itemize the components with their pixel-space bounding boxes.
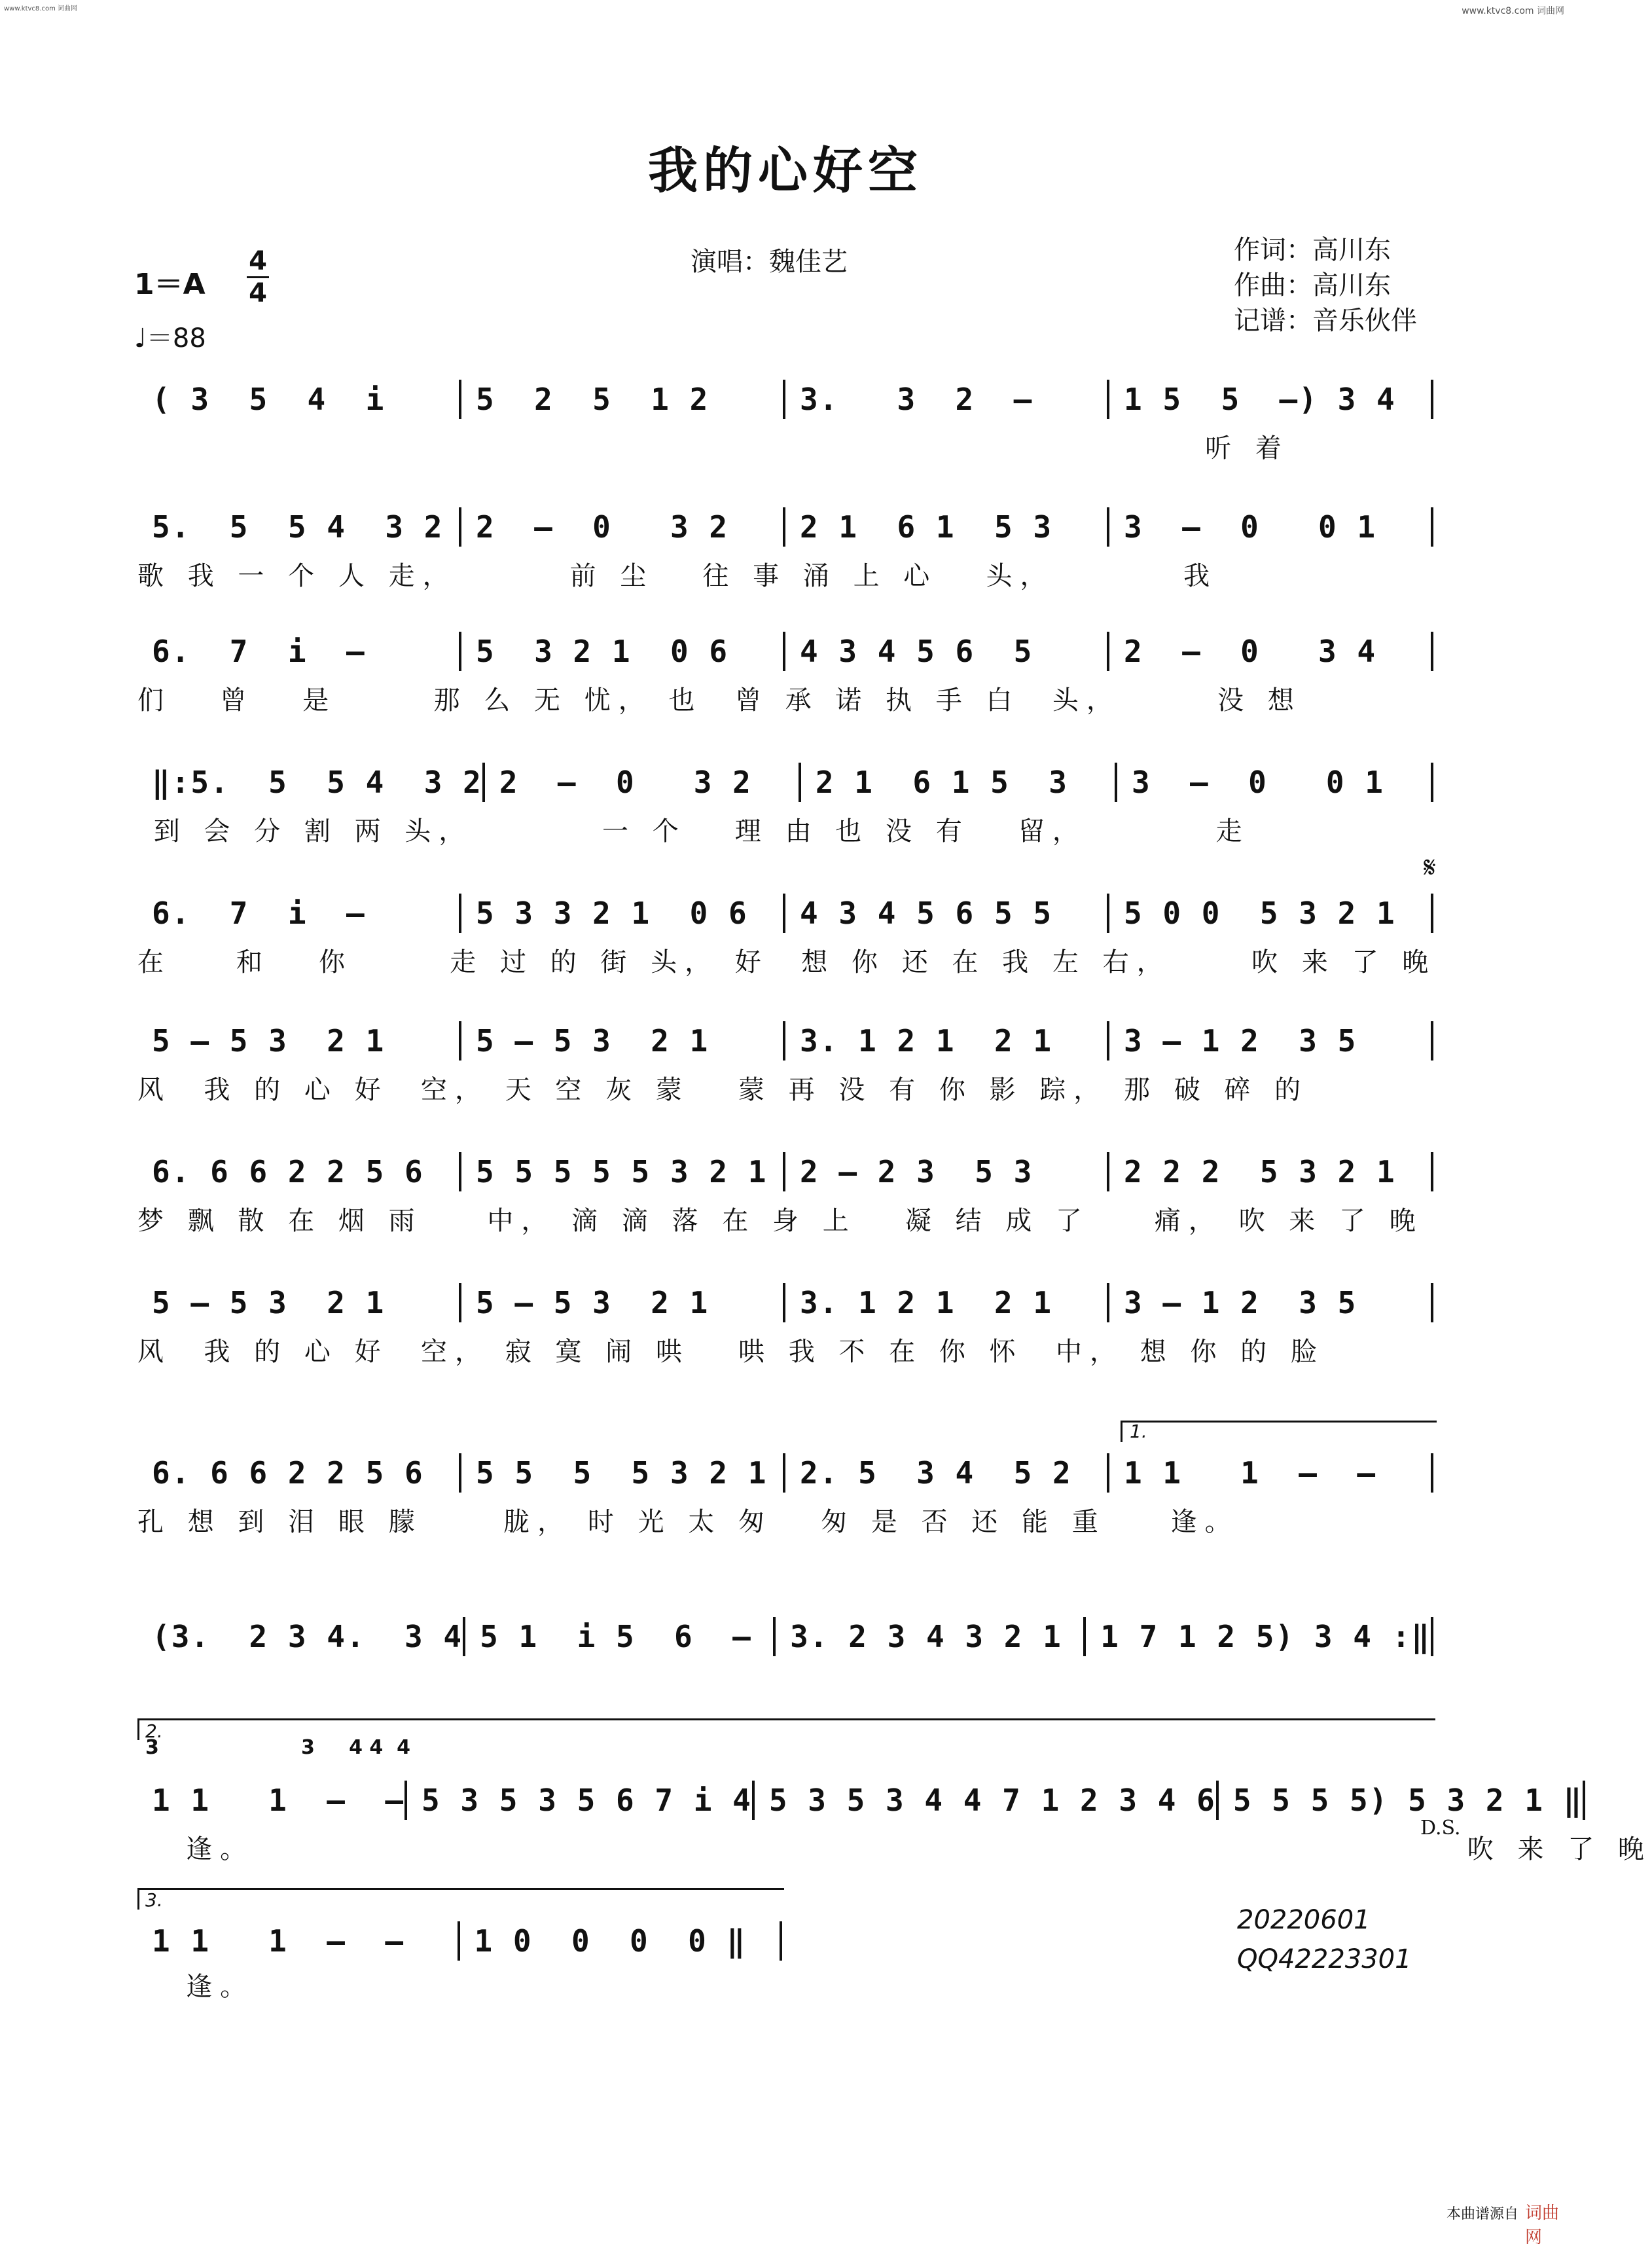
second-ending-grace-notes: 3 4 4 4: [301, 1736, 411, 1759]
measure: 1 1 1 – –: [137, 1781, 407, 1820]
measure: 5 – 5 3 2 1: [137, 1283, 461, 1322]
measure: ‖:5. 5 5 4 3 2: [137, 763, 485, 802]
measure: 5 1 i 5 6 –: [465, 1617, 776, 1656]
footer-source-label: 本曲谱源自: [1446, 2206, 1519, 2222]
system-1-notes: [137, 380, 1433, 419]
system-start-bar: [135, 1919, 137, 1965]
measure: 2 1 6 1 5 3: [801, 763, 1117, 802]
volta-bracket-3: [137, 1888, 784, 1910]
system-start-bar: [135, 1778, 137, 1824]
measure: 5 3 2 1 0 6: [461, 632, 785, 671]
measure: 5 3 3 2 1 0 6: [461, 894, 785, 933]
system-start-bar: [135, 760, 137, 806]
system-11-notes: [137, 1781, 1583, 1820]
measure: 4 3 4 5 6 5: [785, 632, 1109, 671]
measure: 3 – 0 0 1: [1109, 507, 1433, 547]
time-signature-bottom: 4: [249, 278, 267, 308]
system-5-notes: [137, 894, 1433, 933]
system-3-lyrics: 们 曾 是 那 么 无 忧， 也 曾 承 诺 执 手 白 头， 没 想: [137, 685, 1302, 716]
volta-number-2: 2.: [145, 1720, 163, 1742]
system-2-lyrics: 歌 我 一 个 人 走， 前 尘 往 事 涌 上 心 头， 我: [137, 561, 1218, 591]
system-start-bar: [135, 377, 137, 423]
time-signature: [243, 247, 272, 307]
header-watermark-left: www.ktvc8.com 词曲网: [4, 5, 78, 12]
system-start-bar: [135, 1150, 137, 1195]
measure: 6. 6 6 2 2 5 6: [137, 1152, 461, 1191]
second-ending-pickup: 3: [145, 1736, 159, 1759]
system-12-lyrics: 逢。: [137, 1972, 255, 2002]
measure: 3. 3 2 –: [785, 380, 1109, 419]
system-12-notes: [137, 1921, 782, 1961]
system-4-lyrics: 到 会 分 割 两 头， 一 个 理 由 也 没 有 留， 走: [137, 816, 1250, 846]
system-start-bar: [135, 1280, 137, 1326]
song-title: 我的心好空: [648, 141, 923, 200]
system-start-bar: [135, 1451, 137, 1496]
signature-date: 20220601: [1237, 1905, 1371, 1935]
measure: 2 – 0 3 2: [461, 507, 785, 547]
measure: 5 – 5 3 2 1: [461, 1021, 785, 1061]
measure: 2 – 2 3 5 3: [785, 1152, 1109, 1191]
measure: (3. 2 3 4. 3 4: [137, 1617, 465, 1656]
tempo-marking: ♩＝88: [134, 323, 206, 354]
system-start-bar: [135, 629, 137, 675]
signature-qq: QQ42223301: [1237, 1944, 1412, 1974]
measure: 5 – 5 3 2 1: [137, 1021, 461, 1061]
system-5-lyrics: 在 和 你 走 过 的 街 头， 好 想 你 还 在 我 左 右， 吹 来 了 晚: [137, 947, 1437, 977]
notation-credit: 记谱：音乐伙伴: [1234, 306, 1417, 336]
volta-number-1: 1.: [1130, 1421, 1147, 1442]
measure: 1 7 1 2 5) 3 4 :‖: [1086, 1617, 1433, 1656]
footer-site-label: 词曲网: [1525, 2203, 1560, 2247]
system-start-bar: [135, 891, 137, 937]
system-1-lyrics: 听 着: [137, 433, 1289, 463]
system-start-bar: [135, 1614, 137, 1660]
system-start-bar: [135, 1019, 137, 1064]
singer-credit: 演唱：魏佳艺: [691, 247, 848, 277]
measure: 3. 1 2 1 2 1: [785, 1283, 1109, 1322]
header-watermark-right: www.ktvc8.com 词曲网: [1462, 6, 1564, 16]
lyricist-credit: 作词：高川东: [1234, 235, 1391, 265]
system-2-notes: [137, 507, 1433, 547]
measure: 2 – 0 3 4: [1109, 632, 1433, 671]
measure: 1 0 0 0 0 ‖: [460, 1921, 783, 1961]
measure: 1 1 1 – –: [1109, 1453, 1433, 1493]
composer-credit: 作曲：高川东: [1234, 270, 1391, 300]
system-8-lyrics: 风 我 的 心 好 空， 寂 寞 闹 哄 哄 我 不 在 你 怀 中， 想 你 的 脸: [137, 1337, 1325, 1367]
measure: 3 – 1 2 3 5: [1109, 1283, 1433, 1322]
system-8-notes: [137, 1283, 1433, 1322]
measure: 3 – 1 2 3 5: [1109, 1021, 1433, 1061]
volta-bracket-1: [1121, 1421, 1437, 1442]
measure: 2 1 6 1 5 3: [785, 507, 1109, 547]
measure: 3 – 0 0 1: [1117, 763, 1433, 802]
measure: 2. 5 3 4 5 2: [785, 1453, 1109, 1493]
measure: 3. 2 3 4 3 2 1: [776, 1617, 1086, 1656]
measure: 2 – 0 3 2: [485, 763, 801, 802]
system-start-bar: [135, 505, 137, 551]
system-9-lyrics: 孔 想 到 泪 眼 朦 胧， 时 光 太 匆 匆 是 否 还 能 重 逢。: [137, 1507, 1239, 1537]
measure: 5 5 5 5) 5 3 2 1 ‖: [1219, 1781, 1586, 1820]
system-4-notes: [137, 763, 1433, 802]
measure: 6. 7 i –: [137, 894, 461, 933]
measure: 1 5 5 –) 3 4: [1109, 380, 1433, 419]
system-7-notes: [137, 1152, 1433, 1191]
system-6-notes: [137, 1021, 1433, 1061]
measure: 5 5 5 5 5 3 2 1: [461, 1152, 785, 1191]
measure: 1 1 1 – –: [137, 1921, 460, 1961]
time-signature-top: 4: [249, 246, 267, 276]
measure: 5 0 0 5 3 2 1: [1109, 894, 1433, 933]
measure: ( 3 5 4 i: [137, 380, 461, 419]
measure: 4 3 4 5 6 5 5: [785, 894, 1109, 933]
measure: 2 2 2 5 3 2 1: [1109, 1152, 1433, 1191]
key-signature: 1＝A: [134, 268, 206, 301]
system-10-notes: [137, 1617, 1433, 1656]
segno-sign: 𝄋: [1424, 851, 1436, 884]
system-6-lyrics: 风 我 的 心 好 空， 天 空 灰 蒙 蒙 再 没 有 你 影 踪， 那 破 碎 的: [137, 1075, 1309, 1105]
measure: 6. 6 6 2 2 5 6: [137, 1453, 461, 1493]
measure: 5 2 5 1 2: [461, 380, 785, 419]
measure: 5 3 5 3 4 4 7 1 2 3 4 6: [755, 1781, 1219, 1820]
measure: 5. 5 5 4 3 2: [137, 507, 461, 547]
volta-number-3: 3.: [145, 1889, 163, 1911]
measure: 5 5 5 5 3 2 1: [461, 1453, 785, 1493]
measure: 5 3 5 3 5 6 7 i 4: [407, 1781, 755, 1820]
measure: 3. 1 2 1 2 1: [785, 1021, 1109, 1061]
system-7-lyrics: 梦 飘 散 在 烟 雨 中， 滴 滴 落 在 身 上 凝 结 成 了 痛， 吹 来 了 晚: [137, 1206, 1424, 1236]
ds-marking: D.S.: [1420, 1817, 1461, 1840]
system-11-lyrics: 逢。 吹 来 了 晚: [137, 1834, 1652, 1864]
measure: 5 – 5 3 2 1: [461, 1283, 785, 1322]
system-3-notes: [137, 632, 1433, 671]
system-9-notes: [137, 1453, 1433, 1493]
measure: 6. 7 i –: [137, 632, 461, 671]
